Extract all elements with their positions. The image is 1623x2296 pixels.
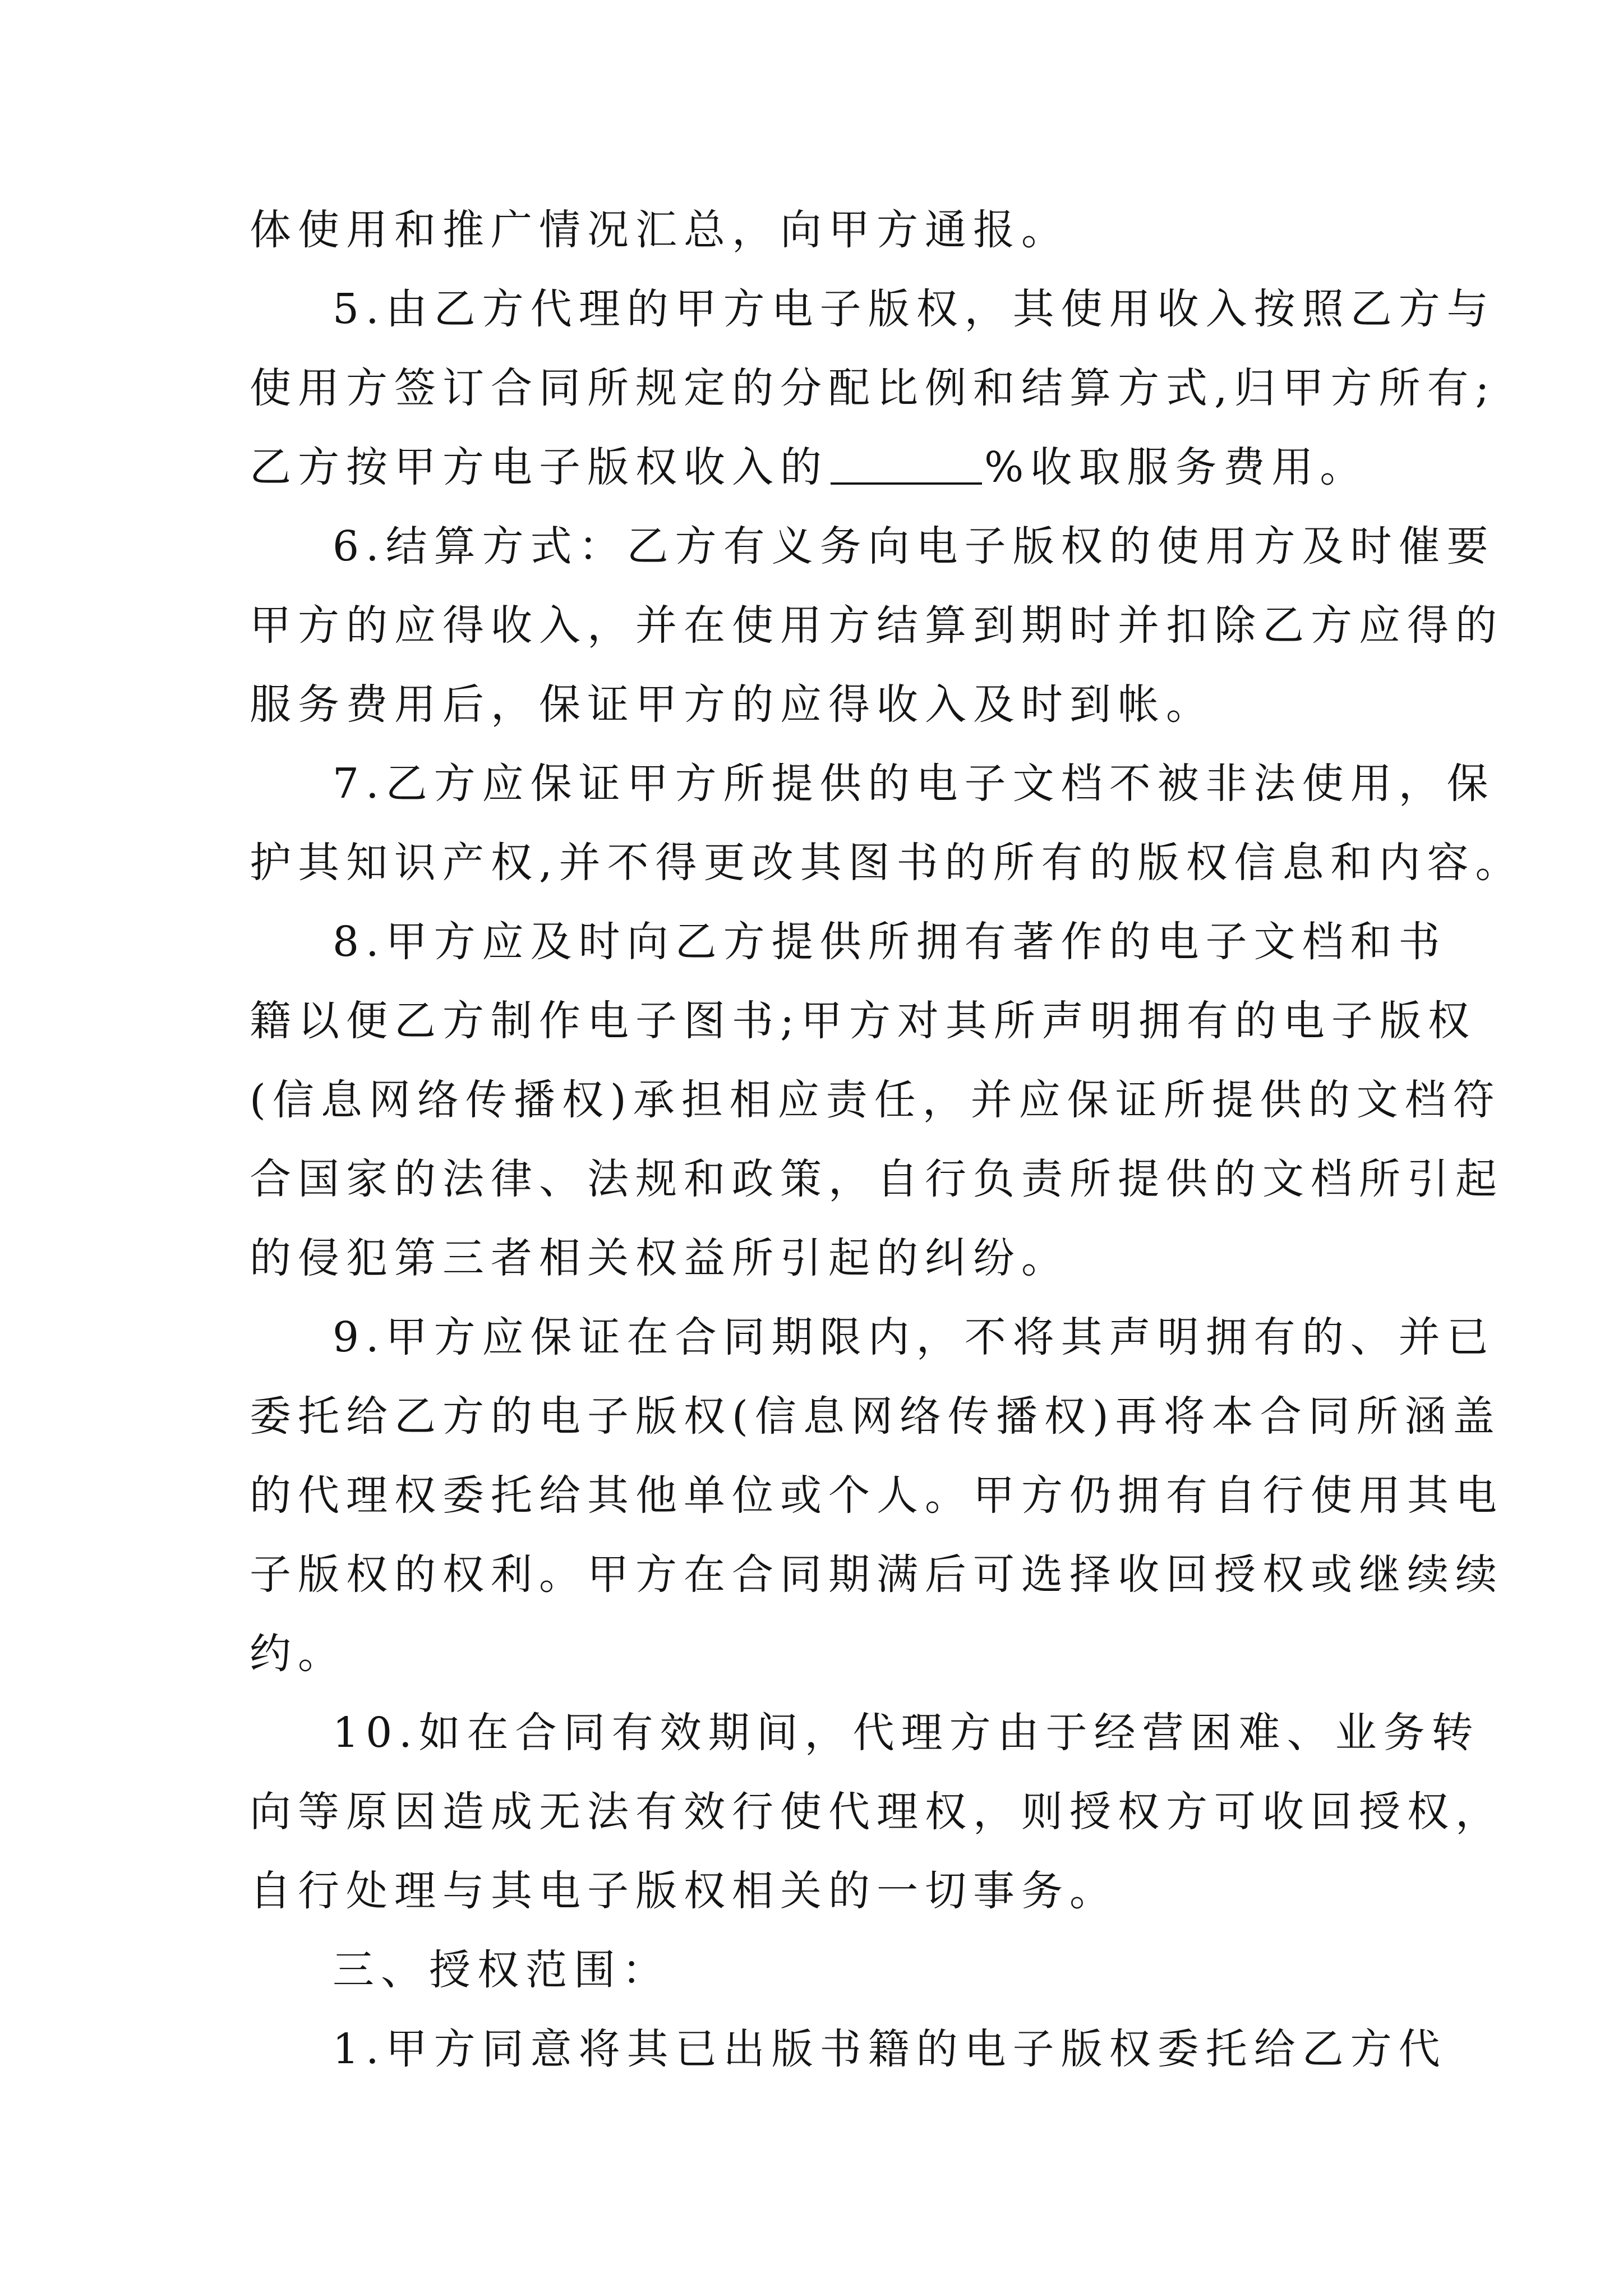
section-3-clause-1-line-1: 1.甲方同意将其已出版书籍的电子版权委托给乙方代	[333, 2025, 1447, 2073]
text-line: 委托给乙方的电子版权(信息网络传播权)再将本合同所涵盖	[250, 1392, 1501, 1441]
text-line: 子版权的权利。甲方在合同期满后可选择收回授权或继续续	[250, 1550, 1504, 1599]
text-line: 使用方签订合同所规定的分配比例和结算方式,归甲方所有;	[250, 364, 1496, 412]
clause-5-fee-line	[250, 428, 1388, 507]
text-line: 自行处理与其电子版权相关的一切事务。	[250, 1867, 1118, 1915]
text-line: 的代理权委托给其他单位或个人。甲方仍拥有自行使用其电	[250, 1471, 1504, 1520]
text-line: 籍以便乙方制作电子图书;甲方对其所声明拥有的电子版权	[250, 997, 1476, 1045]
text-line: 甲方的应得收入，并在使用方结算到期时并扣除乙方应得的	[250, 601, 1504, 650]
clause-7-line-1: 7.乙方应保证甲方所提供的电子文档不被非法使用，保	[333, 760, 1495, 808]
clause-9-line-1: 9.甲方应保证在合同期限内，不将其声明拥有的、并已	[333, 1313, 1495, 1361]
clause-5-line-1: 5.由乙方代理的甲方电子版权，其使用收入按照乙方与	[333, 285, 1495, 333]
text-line: 约。	[250, 1630, 346, 1678]
clause-8-line-1: 8.甲方应及时向乙方提供所拥有著作的电子文档和书	[333, 918, 1447, 966]
text-line: 护其知识产权,并不得更改其图书的所有的版权信息和内容。	[250, 839, 1524, 887]
text-line: 的侵犯第三者相关权益所引起的纠纷。	[250, 1234, 1069, 1282]
fee-line-end: %收取服务费用。	[984, 443, 1368, 491]
text-line: 向等原因造成无法有效行使代理权，则授权方可收回授权，	[250, 1788, 1504, 1836]
text-line: 体使用和推广情况汇总，向甲方通报。	[250, 206, 1069, 254]
fee-line-start: 乙方按甲方电子版权收入的	[250, 443, 828, 491]
text-line: 服务费用后，保证甲方的应得收入及时到帐。	[250, 680, 1214, 729]
section-3-heading: 三、授权范围：	[333, 1946, 670, 1994]
fee-percentage-blank	[831, 443, 982, 485]
clause-10-line-1: 10.如在合同有效期间，代理方由于经营困难、业务转	[333, 1709, 1480, 1757]
clause-6-line-1: 6.结算方式：乙方有义务向电子版权的使用方及时催要	[333, 522, 1495, 570]
document-body	[250, 191, 1524, 2089]
text-line: (信息网络传播权)承担相应责任，并应保证所提供的文档符	[250, 1076, 1501, 1124]
text-line: 合国家的法律、法规和政策，自行负责所提供的文档所引起	[250, 1155, 1504, 1203]
